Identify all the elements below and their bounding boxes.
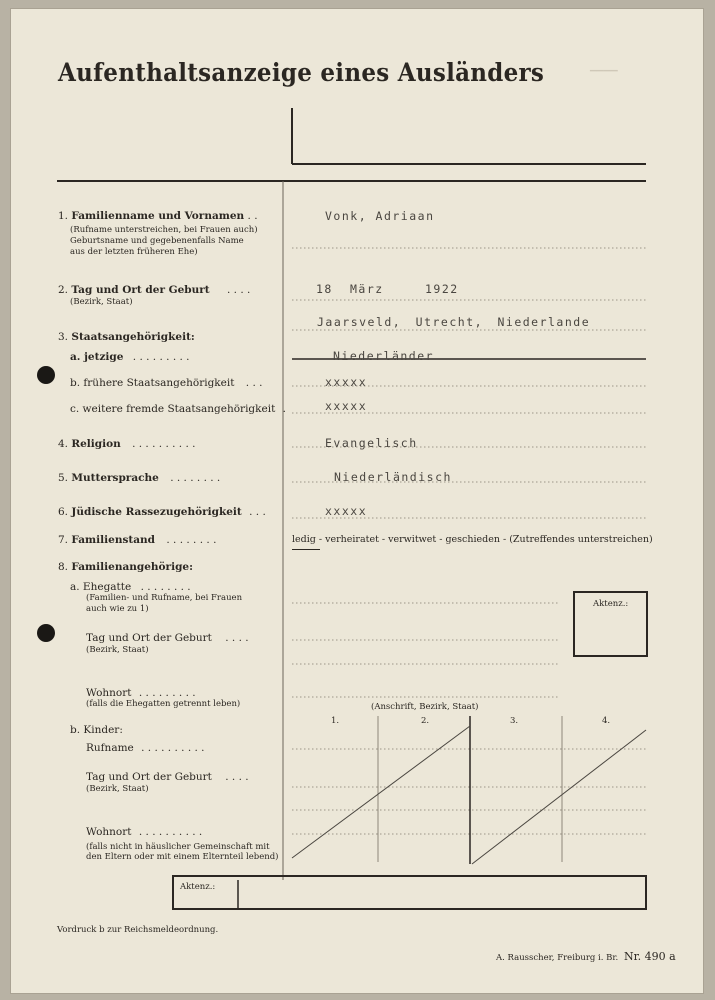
item-2-number: 2. bbox=[58, 284, 69, 296]
item-8a-wohnort bbox=[86, 687, 196, 699]
item-6-dots: . . . bbox=[249, 506, 266, 518]
item-5-number: 5. bbox=[58, 472, 69, 484]
item-4-dots: . . . . . . . . . . bbox=[132, 438, 196, 450]
item-1-sub-2: Geburtsname und gegebenenfalls Name bbox=[70, 236, 244, 246]
item-3a-label: a. jetzige bbox=[70, 351, 124, 363]
item-8 bbox=[58, 561, 193, 573]
footer-publisher bbox=[496, 952, 676, 963]
item-2-label: Tag und Ort der Geburt bbox=[71, 284, 210, 296]
item-3b bbox=[70, 377, 263, 389]
item-3a bbox=[70, 351, 190, 363]
footer-left: Vordruck b zur Reichsmeldeordnung. bbox=[57, 925, 219, 935]
item-8a-birth bbox=[86, 632, 249, 644]
item-8b-wohnort bbox=[86, 826, 202, 838]
footer-form-number: Nr. 490 a bbox=[623, 950, 676, 963]
item-8a-birth-sub: (Bezirk, Staat) bbox=[86, 645, 149, 655]
item-3-number: 3. bbox=[58, 331, 69, 343]
item-8b-birth-sub: (Bezirk, Staat) bbox=[86, 784, 149, 794]
item-2-dots: . . . . bbox=[227, 284, 251, 296]
item-8b-rufname-dots: . . . . . . . . . . bbox=[141, 742, 205, 754]
aktenz-box bbox=[573, 591, 648, 657]
item-1-sub-1: (Rufname unterstreichen, bei Frauen auch) bbox=[70, 225, 258, 235]
item-1 bbox=[58, 210, 258, 222]
item-1-dots: . . bbox=[247, 210, 258, 222]
item-2-year: 1922 bbox=[425, 282, 459, 296]
item-8b: b. Kinder: bbox=[70, 724, 123, 736]
item-7-number: 7. bbox=[58, 534, 69, 546]
item-8a-birth-label: Tag und Ort der Geburt bbox=[86, 632, 212, 644]
item-8a-birth-dots: . . . . bbox=[225, 632, 249, 644]
item-4-number: 4. bbox=[58, 438, 69, 450]
item-8b-wohnort-sub-2: den Eltern oder mit einem Elternteil lebend) bbox=[86, 852, 279, 862]
bleed-through: ▁▁▁▁ bbox=[590, 62, 618, 72]
item-3c-dots: . bbox=[282, 403, 286, 415]
item-1-label: Familienname und Vornamen bbox=[71, 210, 245, 222]
kid-4-header: 4. bbox=[602, 716, 611, 726]
item-6-number: 6. bbox=[58, 506, 69, 518]
item-2-month: März bbox=[350, 282, 384, 296]
item-7-options: ledig - verheiratet - verwitwet - geschieden - (Zutreffendes unterstreichen) bbox=[292, 534, 653, 545]
item-3c-value: xxxxx bbox=[325, 399, 368, 413]
item-1-value: Vonk, Adriaan bbox=[325, 209, 435, 223]
item-2-sub: (Bezirk, Staat) bbox=[70, 297, 133, 307]
item-3a-dots: . . . . . . . . . bbox=[132, 351, 190, 363]
kid-1-header: 1. bbox=[331, 716, 340, 726]
item-3c bbox=[70, 403, 286, 415]
item-8-number: 8. bbox=[58, 561, 69, 573]
item-3b-value: xxxxx bbox=[325, 375, 368, 389]
item-5 bbox=[58, 472, 220, 484]
item-5-dots: . . . . . . . . bbox=[170, 472, 221, 484]
item-4 bbox=[58, 438, 196, 450]
item-6-value: xxxxx bbox=[325, 504, 368, 518]
item-3-label: Staatsangehörigkeit: bbox=[71, 331, 195, 343]
item-8b-birth-label: Tag und Ort der Geburt bbox=[86, 771, 212, 783]
item-8a-label: a. Ehegatte bbox=[70, 581, 132, 593]
item-8a-caption: (Anschrift, Bezirk, Staat) bbox=[371, 702, 479, 712]
form-title: Aufenthaltsanzeige eines Ausländers bbox=[58, 58, 545, 87]
item-3b-dots: . . . bbox=[245, 377, 263, 389]
item-6 bbox=[58, 506, 266, 518]
item-8a-dots: . . . . . . . . bbox=[140, 581, 191, 593]
item-8b-wohnort-sub-1: (falls nicht in häuslicher Gemeinschaft mit bbox=[86, 842, 270, 852]
aktenz-bottom-label: Aktenz.: bbox=[180, 882, 216, 892]
item-8a-wohnort-dots: . . . . . . . . . bbox=[138, 687, 196, 699]
item-4-label: Religion bbox=[71, 438, 121, 450]
item-5-label: Muttersprache bbox=[71, 472, 159, 484]
kid-2-header: 2. bbox=[421, 716, 430, 726]
item-5-value: Niederländisch bbox=[334, 470, 452, 484]
item-1-number: 1. bbox=[58, 210, 69, 222]
item-7-underline bbox=[292, 549, 320, 550]
item-3c-label: c. weitere fremde Staatsangehörigkeit bbox=[70, 403, 276, 415]
item-8b-rufname bbox=[86, 742, 205, 754]
item-7-label: Familienstand bbox=[71, 534, 155, 546]
kid-3-header: 3. bbox=[510, 716, 519, 726]
item-8a-wohnort-label: Wohnort bbox=[86, 687, 132, 699]
item-8b-rufname-label: Rufname bbox=[86, 742, 134, 754]
item-8a-sub-1: (Familien- und Rufname, bei Frauen bbox=[86, 593, 243, 603]
item-6-label: Jüdische Rassezugehörigkeit bbox=[71, 506, 242, 518]
item-3a-value: Niederländer bbox=[333, 349, 435, 363]
item-8a-sub-2: auch wie zu 1) bbox=[86, 604, 149, 614]
item-2-place: Jaarsveld, Utrecht, Niederlande bbox=[317, 315, 591, 329]
aktenz-label: Aktenz.: bbox=[593, 599, 629, 609]
item-8a bbox=[70, 581, 191, 593]
item-8b-wohnort-dots: . . . . . . . . . . bbox=[138, 826, 203, 838]
footer-publisher-name: A. Rausscher, Freiburg i. Br. bbox=[496, 953, 619, 963]
item-8b-birth bbox=[86, 771, 249, 783]
item-3 bbox=[58, 331, 195, 343]
item-8b-wohnort-label: Wohnort bbox=[86, 826, 132, 838]
item-3b-label: b. frühere Staatsangehörigkeit bbox=[70, 377, 235, 389]
item-8b-birth-dots: . . . . bbox=[225, 771, 249, 783]
item-4-value: Evangelisch bbox=[325, 436, 418, 450]
item-8a-wohnort-sub: (falls die Ehegatten getrennt leben) bbox=[86, 699, 241, 709]
item-7-dots: . . . . . . . . bbox=[166, 534, 217, 546]
item-8-label: Familienangehörige: bbox=[71, 561, 193, 573]
item-1-sub-3: aus der letzten früheren Ehe) bbox=[70, 247, 198, 257]
item-2-day: 18 bbox=[316, 282, 333, 296]
item-7 bbox=[58, 534, 216, 546]
item-2 bbox=[58, 284, 250, 296]
